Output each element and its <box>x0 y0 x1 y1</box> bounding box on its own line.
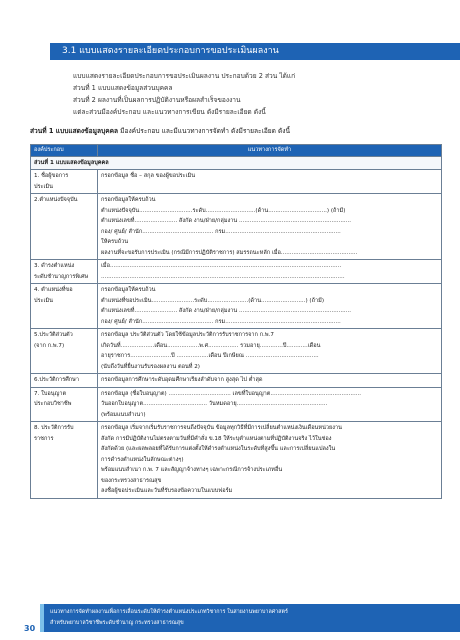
footer-line-2: สำหรับพยาบาลวิชาชีพระดับชำนาญ กระทรวงสาธารณสุข <box>50 620 184 626</box>
guideline-cell <box>98 422 442 499</box>
header-guideline: แนวทางการจัดทำ <box>98 145 442 157</box>
footer-line-1: แนวทางการจัดทำผลงานเพื่อการเลื่อนระดับให้ดำรงตำแหน่งประเภทวิชาการ ในสายงานพยาบาลศาสตร์ <box>50 609 288 615</box>
guideline-text: ตำแหน่งปัจจุบัน..............................ระดับ............................(ด้าน.................................) (ถ้ามี) <box>101 207 346 214</box>
component-cell <box>31 329 98 374</box>
guideline-text: ตำแหน่งที่ขอประเมิน........................ระดับ.......................(ด้าน.........................) (ถ้ามี) <box>101 297 325 304</box>
guideline-text: ......................................................................................................................................... <box>101 273 345 280</box>
guideline-text: กรอกข้อมูล เริ่มจากเริ่มรับราชการจนถึงปัจจุบัน ข้อมูลทุกวิธีที่มีการเปลี่ยนตำแหน่งเงินเดือนหน่วยงาน <box>101 425 343 431</box>
table-row <box>31 170 442 194</box>
guideline-text: เมื่อ.................................................................................................................................. <box>101 263 342 269</box>
table-row <box>31 260 442 284</box>
guideline-text: กรอกข้อมูล ประวัติส่วนตัว โดยใช้ข้อมูลประวัติการรับราชการจาก ก.พ.7 <box>101 332 274 338</box>
component-text: ประเมิน <box>34 297 53 304</box>
intro-line: ส่วนที่ 2 ผลงานที่เป็นผลการปฏิบัติงานหรือผลสำเร็จของงาน <box>73 96 241 104</box>
part1-heading <box>30 126 442 136</box>
guideline-text: กรอกข้อมูลการศึกษาระดับอุดมศึกษาเรียงลำดับจาก สูงสุด ไป ต่ำสุด <box>101 377 263 383</box>
guideline-text: การดำรงตำแหน่งในลักษณะต่างๆ) <box>101 456 184 463</box>
guideline-text: ลงชื่อผู้ขอประเมินและวันที่รับรองข้อความในแบบฟอร์ม <box>101 488 233 494</box>
guideline-text: กรอกข้อมูล ชื่อ – สกุล ของผู้ขอประเมิน <box>101 173 196 179</box>
intro-line: ส่วนที่ 1 แบบแสดงข้อมูลส่วนบุคคล <box>73 84 173 92</box>
guideline-text: (นับถึงวันที่ยื่นงานรับรองผลงาน ตอนที่ 2) <box>101 363 200 370</box>
intro-line: แต่ละส่วนมีองค์ประกอบ และแนวทางการเขียน ดังมีรายละเอียด ดังนี้ <box>73 108 266 116</box>
guideline-text: ของกระทรวงสาธารณสุข <box>101 477 162 484</box>
component-cell <box>31 170 98 194</box>
component-text: 7. ใบอนุญาต <box>34 390 67 397</box>
component-text: ราชการ <box>34 435 54 442</box>
guideline-text: กรอกข้อมูลให้ครบถ้วน <box>101 287 156 293</box>
component-text: (จาก ก.พ.7) <box>34 342 65 349</box>
intro-line: แบบแสดงรายละเอียดประกอบการขอประเมินผลงาน ประกอบด้วย 2 ส่วน ได้แก่ <box>73 72 296 80</box>
table-row <box>31 374 442 388</box>
table-row <box>31 194 442 260</box>
guideline-cell <box>98 194 442 260</box>
component-cell <box>31 374 98 388</box>
guideline-text: กอง/ ศูนย์/ สำนัก........................................ กรม................................................................. <box>101 318 341 325</box>
part1-heading-rest: มีองค์ประกอบ และมีแนวทางการจัดทำ ดังมีรายละเอียด ดังนี้ <box>118 127 291 135</box>
section-row-label: ส่วนที่ 1 แบบแสดงข้อมูลบุคคล <box>31 156 442 170</box>
guideline-cell <box>98 170 442 194</box>
component-text: ประเมิน <box>34 183 53 190</box>
header-component: องค์ประกอบ <box>31 145 98 157</box>
guideline-text: ให้ครบถ้วน <box>101 239 129 245</box>
part1-heading-bold: ส่วนที่ 1 แบบแสดงข้อมูลบุคคล <box>30 127 119 135</box>
component-text: 6.ประวัติการศึกษา <box>34 377 79 383</box>
component-cell <box>31 284 98 329</box>
intro-paragraph <box>73 70 443 118</box>
component-text: 8. ประวัติการรับ <box>34 425 74 431</box>
component-text: ระดับชำนาญการพิเศษ <box>34 273 89 280</box>
guideline-text: พร้อมแนบสำเนา ก.พ. 7 และสัญญาจ้างทางๆ เฉพาะกรณีการจ้างประเภทอื่น <box>101 467 283 473</box>
guideline-text: สังกัดด้วย (และผลพลอยที่ได้รับการแต่งตั้งให้ดำรงตำแหน่งในระดับที่สูงขึ้น และการเปลี่ยนแปลงใน <box>101 446 336 452</box>
component-text: ประกอบวิชาชีพ <box>34 401 72 407</box>
table-row <box>31 284 442 329</box>
guideline-text: กรอกข้อมูลให้ครบถ้วน <box>101 197 156 203</box>
guideline-text: วันออกใบอนุญาต.................................... วันหมดอายุ................................................... <box>101 401 328 407</box>
guideline-text: ผลงานที่จะขอรับการประเมิน (กรณีมีการปฏิบัติราชการ) สมรรถนะหลัก เมื่อ........................................... <box>101 249 358 256</box>
guideline-text: เกิดวันที่...................เดือน..................พ.ศ................. รวมอายุ.............ปี............เดือน <box>101 342 321 349</box>
guideline-text: กรอกข้อมูล (ชื่อใบอนุญาต) ................................... เลขที่ใบอนุญาต................................................... <box>101 390 362 397</box>
guideline-text: สังกัด การมีปฏิบัติงานไม่ตรงตามวันที่มีคำสั่ง ข.18 ให้ระบุตำแหน่งตามที่ปฏิบัติงานจริง ไว้ในช่อง <box>101 435 332 442</box>
component-cell <box>31 387 98 422</box>
guideline-cell <box>98 260 442 284</box>
component-text: 4. ตำแหน่งที่ขอ <box>34 287 73 293</box>
section-title: 3.1 แบบแสดงรายละเอียดประกอบการขอประเมินผลงาน <box>62 46 279 56</box>
guideline-cell <box>98 284 442 329</box>
guideline-cell <box>98 374 442 388</box>
table-header-row <box>31 145 442 157</box>
table-row <box>31 422 442 499</box>
component-cell <box>31 260 98 284</box>
table-row <box>31 329 442 374</box>
component-cell <box>31 422 98 499</box>
guideline-cell <box>98 387 442 422</box>
table-row <box>31 387 442 422</box>
guideline-text: อายุราชการ.......................ปี ..................เดือน ปีเกษียณ ......................................... <box>101 353 319 359</box>
guideline-cell <box>98 329 442 374</box>
guideline-text: ตำแหน่งเลขที่........................ สังกัด งาน/ฝ่าย/กลุ่มงาน ............................................................... <box>101 308 352 314</box>
component-text: 3. ดำรงตำแหน่ง <box>34 263 75 269</box>
component-text: 2.ตำแหน่งปัจจุบัน <box>34 197 78 203</box>
component-text: 5.ประวัติส่วนตัว <box>34 332 73 338</box>
page-number: 30 <box>24 624 36 633</box>
guidelines-table <box>30 144 442 499</box>
footer-accent <box>40 604 44 632</box>
guideline-text: (พร้อมแนบสำเนา) <box>101 411 146 418</box>
component-cell <box>31 194 98 260</box>
guideline-text: กอง/ ศูนย์/ สำนัก........................................ กรม................................................................. <box>101 228 341 235</box>
table-section-row <box>31 156 442 170</box>
guideline-text: ตำแหน่งเลขที่........................ สังกัด งาน/ฝ่าย/กลุ่มงาน ............................................................... <box>101 218 352 224</box>
component-text: 1. ชื่อผู้ขอการ <box>34 173 69 179</box>
